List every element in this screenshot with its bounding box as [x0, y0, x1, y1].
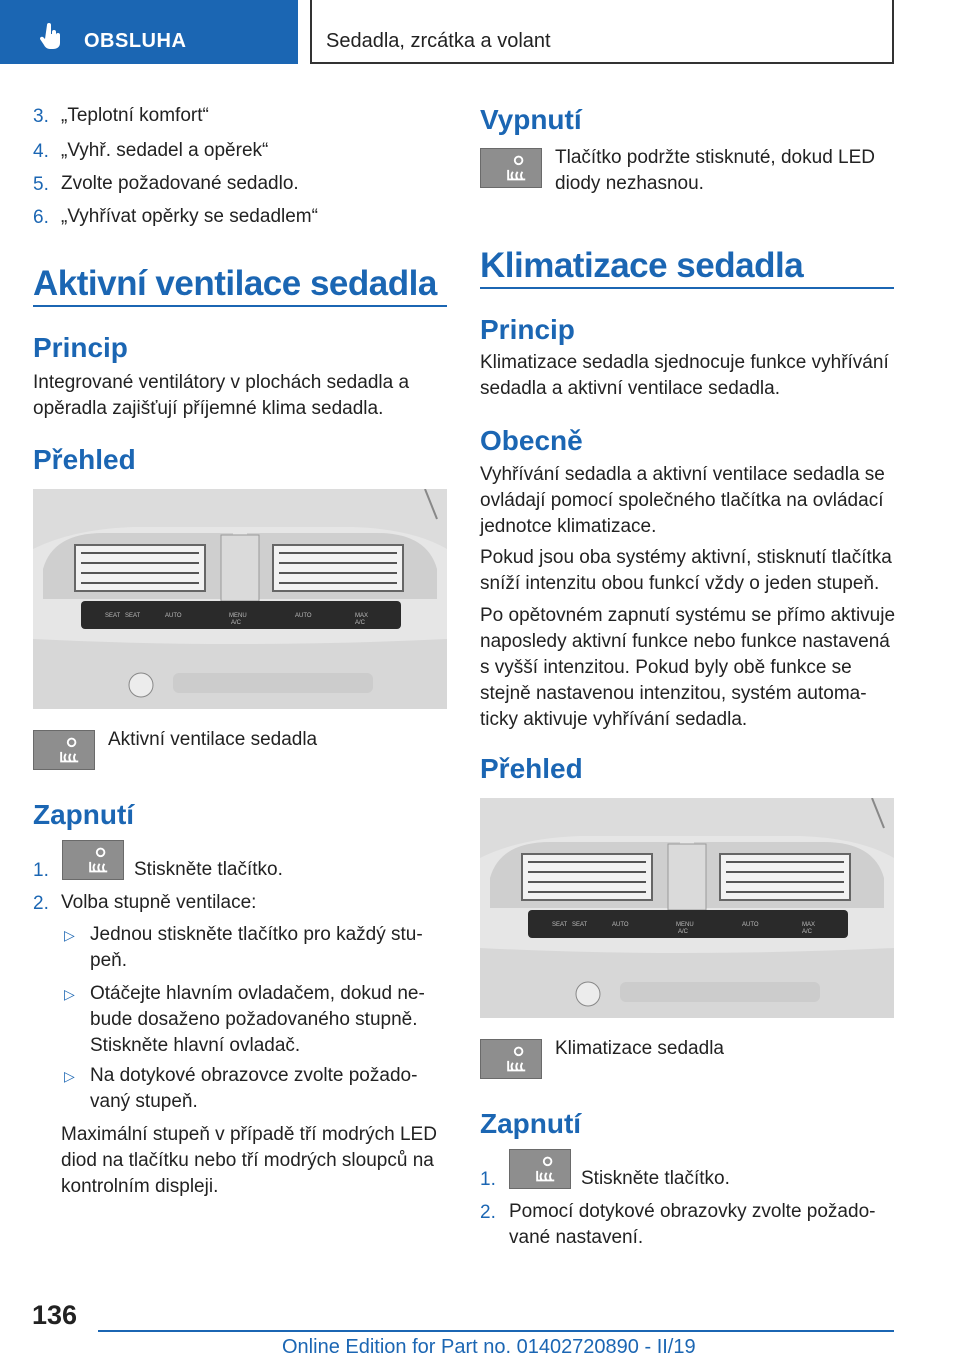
section-heading: Klimatizace sedadla: [480, 246, 804, 285]
page-number: 136: [32, 1300, 78, 1330]
subheading-zapnuti: Zapnutí: [480, 1108, 582, 1139]
subheading-princip: Princip: [480, 314, 575, 345]
list-item: „Vyhřívat opěrky se sedadlem“: [61, 206, 318, 227]
note-line: diod na tlačítku nebo tří modrých sloupců na: [61, 1150, 434, 1171]
paragraph-line: stejně nastavenou intenzitou, systém automa-: [480, 683, 867, 704]
paragraph-line: opěradla zajišťují příjemné klima sedadla.: [33, 398, 384, 419]
step-number: 1.: [480, 1169, 496, 1190]
icon-caption: Klimatizace sedadla: [555, 1038, 724, 1059]
bullet-text: Na dotykové obrazovce zvolte požado-: [90, 1065, 418, 1086]
bullet-triangle-icon: ▷: [64, 927, 75, 943]
panel-button-label: MENU: [676, 922, 694, 928]
note-line: kontrolním displeji.: [61, 1176, 219, 1197]
list-number: 3.: [33, 106, 49, 127]
step-text: vané nastavení.: [509, 1227, 644, 1248]
bullet-text: bude dosaženo požadovaného stupně.: [90, 1009, 418, 1030]
header-tab-label: OBSLUHA: [84, 30, 187, 52]
footer-edition: Online Edition for Part no. 01402720890 - II/19: [282, 1336, 696, 1358]
panel-button-label: AUTO: [165, 613, 182, 619]
paragraph-line: Klimatizace sedadla sjednocuje funkce vyhřívání: [480, 352, 889, 373]
paragraph-line: ticky aktivuje vyhřívání sedadla.: [480, 709, 748, 730]
subheading-princip: Princip: [33, 332, 128, 363]
panel-button-label: A/C: [355, 620, 366, 626]
seat-climate-button-icon: [509, 1149, 571, 1189]
panel-button-label: MAX: [355, 613, 369, 619]
paragraph-line: Tlačítko podržte stisknuté, dokud LED: [555, 147, 875, 168]
panel-button-label: SEAT: [125, 613, 141, 619]
paragraph-line: ovládají pomocí společného tlačítka na ovládací: [480, 490, 884, 511]
hand-pointer-icon: [38, 22, 64, 50]
panel-button-label: MENU: [229, 613, 247, 619]
step-text: Pomocí dotykové obrazovky zvolte požado-: [509, 1201, 876, 1222]
panel-button-label: SEAT: [552, 922, 568, 928]
step-number: 2.: [480, 1202, 496, 1223]
seat-ventilation-button-icon: [33, 730, 95, 770]
panel-button-label: A/C: [231, 620, 242, 626]
heading-underline: [480, 287, 894, 289]
paragraph-line: Integrované ventilátory v plochách sedadla a: [33, 372, 410, 393]
list-number: 6.: [33, 207, 49, 228]
list-item: „Teplotní komfort“: [61, 105, 209, 126]
panel-button-label: A/C: [802, 929, 813, 935]
paragraph-line: s vyšší intenzitou. Pokud byly obě funkce se: [480, 657, 852, 678]
paragraph-line: sníží intenzitu obou funkcí vždy o jeden stupeň.: [480, 573, 880, 594]
subheading-vypnuti: Vypnutí: [480, 104, 582, 135]
header-section-tab[interactable]: [0, 0, 298, 64]
footer-rule: [98, 1330, 894, 1332]
panel-button-label: A/C: [678, 929, 689, 935]
bullet-triangle-icon: ▷: [64, 1068, 75, 1084]
panel-button-label: MAX: [802, 922, 816, 928]
seat-ventilation-button-icon: [480, 148, 542, 188]
paragraph-line: Vyhřívání sedadla a aktivní ventilace sedadla se: [480, 464, 885, 485]
bullet-text: vaný stupeň.: [90, 1091, 198, 1112]
paragraph-line: Pokud jsou oba systémy aktivní, stisknutí tlačítka: [480, 547, 892, 568]
climate-panel-photo: [480, 798, 894, 1018]
panel-button-label: AUTO: [612, 922, 629, 928]
step-number: 2.: [33, 893, 49, 914]
step-number: 1.: [33, 860, 49, 881]
step-text: Stiskněte tlačítko.: [581, 1168, 730, 1189]
heading-underline: [33, 305, 447, 307]
panel-button-label: AUTO: [295, 613, 312, 619]
paragraph-line: diody nezhasnou.: [555, 173, 704, 194]
subheading-obecne: Obecně: [480, 425, 583, 456]
bullet-text: Otáčejte hlavním ovladačem, dokud ne-: [90, 983, 425, 1004]
paragraph-line: Po opětovném zapnutí systému se přímo aktivuje: [480, 605, 896, 626]
panel-button-label: AUTO: [742, 922, 759, 928]
section-heading: Aktivní ventilace sedadla: [33, 264, 437, 303]
header-section-title: Sedadla, zrcátka a volant: [326, 30, 551, 52]
panel-button-label: SEAT: [105, 613, 121, 619]
paragraph-line: sedadla a aktivní ventilace sedadla.: [480, 378, 780, 399]
step-text: Volba stupně ventilace:: [61, 892, 257, 913]
note-line: Maximální stupeň v případě tří modrých LED: [61, 1124, 437, 1145]
list-number: 4.: [33, 141, 49, 162]
icon-caption: Aktivní ventilace sedadla: [108, 729, 318, 750]
bullet-text: Jednou stiskněte tlačítko pro každý stu-: [90, 924, 423, 945]
step-text: Stiskněte tlačítko.: [134, 859, 283, 880]
list-item: Zvolte požadované sedadlo.: [61, 173, 299, 194]
list-number: 5.: [33, 174, 49, 195]
subheading-prehled: Přehled: [33, 444, 136, 475]
subheading-prehled: Přehled: [480, 753, 583, 784]
list-item: „Vyhř. sedadel a opěrek“: [61, 140, 269, 161]
bullet-triangle-icon: ▷: [64, 986, 75, 1002]
seat-climate-button-icon: [480, 1039, 542, 1079]
subheading-zapnuti: Zapnutí: [33, 799, 135, 830]
paragraph-line: jednotce klimatizace.: [480, 516, 657, 537]
bullet-text: Stiskněte hlavní ovladač.: [90, 1035, 301, 1056]
seat-ventilation-button-icon: [62, 840, 124, 880]
paragraph-line: naposledy aktivní funkce nebo funkce nastavená: [480, 631, 890, 652]
bullet-text: peň.: [90, 950, 127, 971]
panel-button-label: SEAT: [572, 922, 588, 928]
climate-panel-photo: [33, 489, 447, 709]
